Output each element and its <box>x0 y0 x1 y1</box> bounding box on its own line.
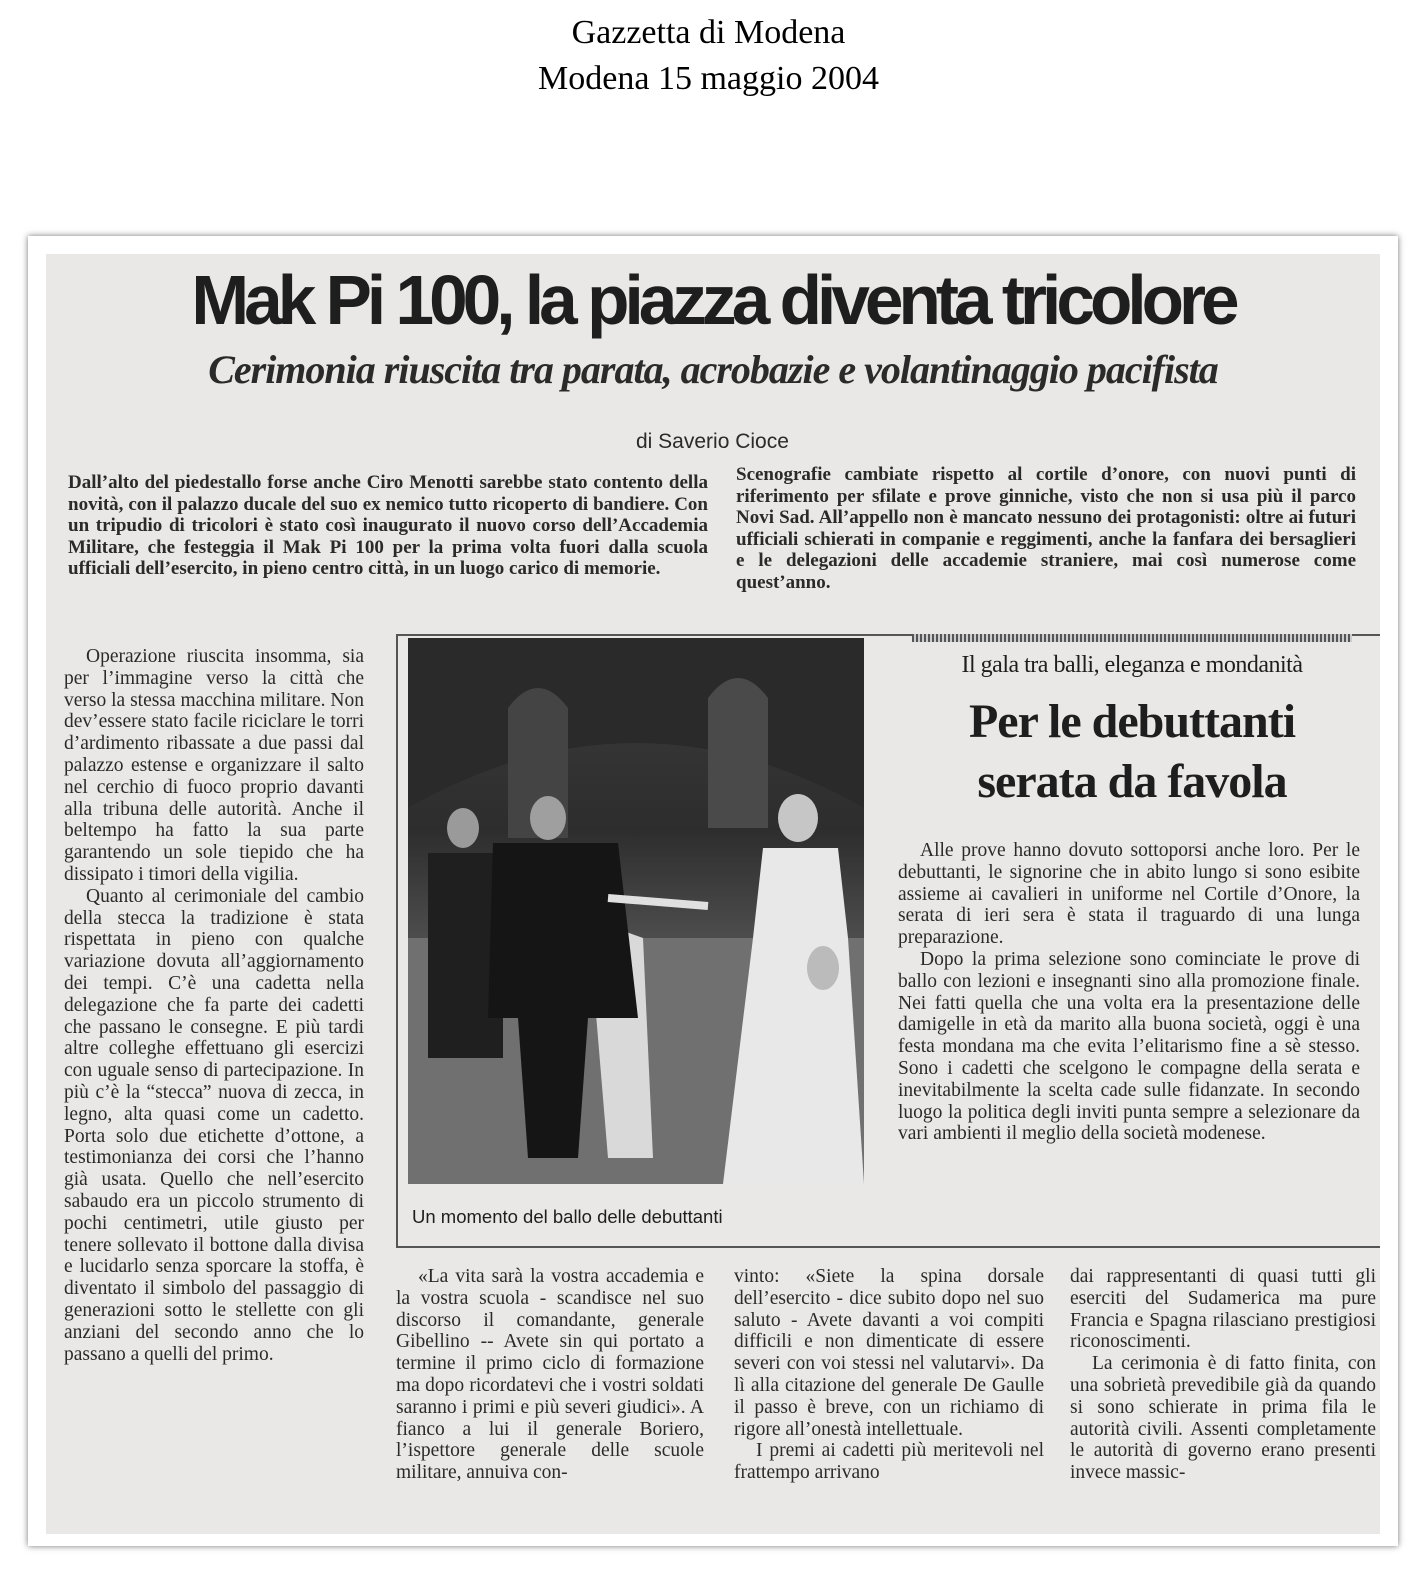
section-rule <box>912 634 1352 642</box>
photo-caption: Un momento del ballo delle debuttanti <box>412 1206 723 1227</box>
article-subtitle: Cerimonia riuscita tra parata, acrobazie e volantinaggio pacifista <box>208 347 1218 392</box>
article-column-3 <box>734 1266 1044 1484</box>
paragraph: Operazione riuscita insomma, sia per l’immagine verso la città che verso la stessa macchina militare. Non dev’essere stato facile riciclare le torri d’ardimento ribassate a due passi dal palazzo estense e organizzare il salto nel cerchio di fuoco proprio davanti alla tribuna delle autorità. Anche il beltempo ha fatto la sua parte garantendo un sole tiepido che ha dissipato i timori della vigilia. <box>64 646 364 885</box>
sidebar-kicker: Il gala tra balli, eleganza e mondanità <box>961 652 1303 678</box>
sidebar-headline-line2: serata da favola <box>977 755 1287 808</box>
paragraph: I premi ai cadetti più meritevoli nel frattempo arrivano <box>734 1440 1044 1484</box>
paragraph: Alle prove hanno dovuto sottoporsi anche loro. Per le debuttanti, le signorine che in abito lungo si sono esibite assieme ai cavalieri in uniforme nel Cortile d’Onore, la serata di ieri sera è stata il traguardo di una lunga preparazione. <box>898 840 1360 949</box>
lead-paragraph-right: Scenografie cambiate rispetto al cortile d’onore, con nuovi punti di riferimento per sfilate e prove ginniche, visto che non si usa più il parco Novi Sad. All’appello non è mancato nessuno dei protagonisti: oltre ai futuri ufficiali schierati in companie e reggimenti, anche la fanfara dei bersaglieri e le delegazioni delle accademie straniere, mai così numerose come quest’anno. <box>736 464 1356 593</box>
article-column-2 <box>396 1266 704 1484</box>
ball-photo <box>408 638 864 1184</box>
paragraph: La cerimonia è di fatto finita, con una sobrietà prevedibile già da quando si sono schierate in prima fila le autorità civili. Assenti completamente le autorità di governo erano presenti invece massic- <box>1070 1353 1376 1484</box>
newspaper-page <box>46 254 1380 1534</box>
sidebar-headline-line1: Per le debuttanti <box>968 695 1296 748</box>
sidebar-body <box>898 840 1360 1145</box>
sidebar-headline <box>912 692 1352 812</box>
document-source: Gazzetta di Modena <box>571 14 846 51</box>
paragraph: vinto: «Siete la spina dorsale dell’esercito - dice subito dopo nel suo saluto - Avete davanti a voi compiti difficili e non dimenticate di essere severi con voi stessi nel valutarvi». Da lì alla citazione del generale De Gaulle il passo è breve, con un richiamo di rigore all’onestà intellettuale. <box>734 1266 1044 1440</box>
paragraph: Quanto al cerimoniale del cambio della stecca la tradizione è stata rispettata in pieno con qualche variazione dovuta all’aggiornamento dei tempi. C’è una cadetta nella delegazione che fa parte dei cadetti che passano le consegne. E più tardi altre colleghe effettuano gli esercizi con uguale senso di partecipazione. In più c’è la “stecca” nuova di zecca, in legno, alta quasi come un cadetto. Porta solo due etichette d’ottone, a testimonianza dei corsi che l’hanno già usata. Quello che nell’esercito sabaudo era un piccolo strumento di pochi centimetri, utile giusto per tenere sollevato il bottone dalla divisa e lucidarlo senza sporcare la stoffa, è diventato il simbolo del passaggio di generazioni sotto le stellette con gli anziani del secondo anno che lo passano a quelli del primo. <box>64 885 364 1365</box>
lead-paragraph-left: Dall’alto del piedestallo forse anche Ciro Menotti sarebbe stato contento della novità, con il palazzo ducale del suo ex nemico tutto ricoperto di bandiere. Con un tripudio di tricolori è stato così inaugurato il nuovo corso dell’Accademia Militare, che festeggia il Mak Pi 100 per la prima volta fuori dalla scuola ufficiali dell’esercito, in pieno centro città, in un luogo carico di memorie. <box>68 472 708 579</box>
article-column-1 <box>64 646 364 1365</box>
newspaper-clipping <box>28 236 1398 1546</box>
article-title: Mak Pi 100, la piazza diventa tricolore <box>191 261 1235 339</box>
document-date: Modena 15 maggio 2004 <box>538 60 879 97</box>
paragraph: Dopo la prima selezione sono cominciate le prove di ballo con lezioni e insegnanti sino alla promozione finale. Nei fatti quella che una volta era la presentazione delle damigelle in età da marito alla buona società, oggi è una festa mondana ma che evita l’elitarismo fine a sè stesso. Sono i cadetti che scelgono le compagne della serata e inevitabilmente la scelta cade sulle fidanzate. In secondo luogo la politica degli inviti punta sempre a selezionare da vari ambienti il meglio della società modenese. <box>898 948 1360 1145</box>
article-byline: di Saverio Cioce <box>636 430 789 453</box>
paragraph: dai rappresentanti di quasi tutti gli eserciti del Sudamerica ma pure Francia e Spagna rilasciano prestigiosi riconoscimenti. <box>1070 1266 1376 1353</box>
article-column-4 <box>1070 1266 1376 1484</box>
dancers-illustration <box>408 638 864 1184</box>
paragraph: «La vita sarà la vostra accademia e la vostra scuola - scandisce nel suo discorso il comandante, generale Gibellino -- Avete sin qui portato a termine il primo ciclo di formazione ma dopo ricordatevi che i vostri soldati saranno i primi e più severi giudici». A fianco a lui il generale Boriero, l’ispettore generale delle scuole militare, annuiva con- <box>396 1266 704 1484</box>
